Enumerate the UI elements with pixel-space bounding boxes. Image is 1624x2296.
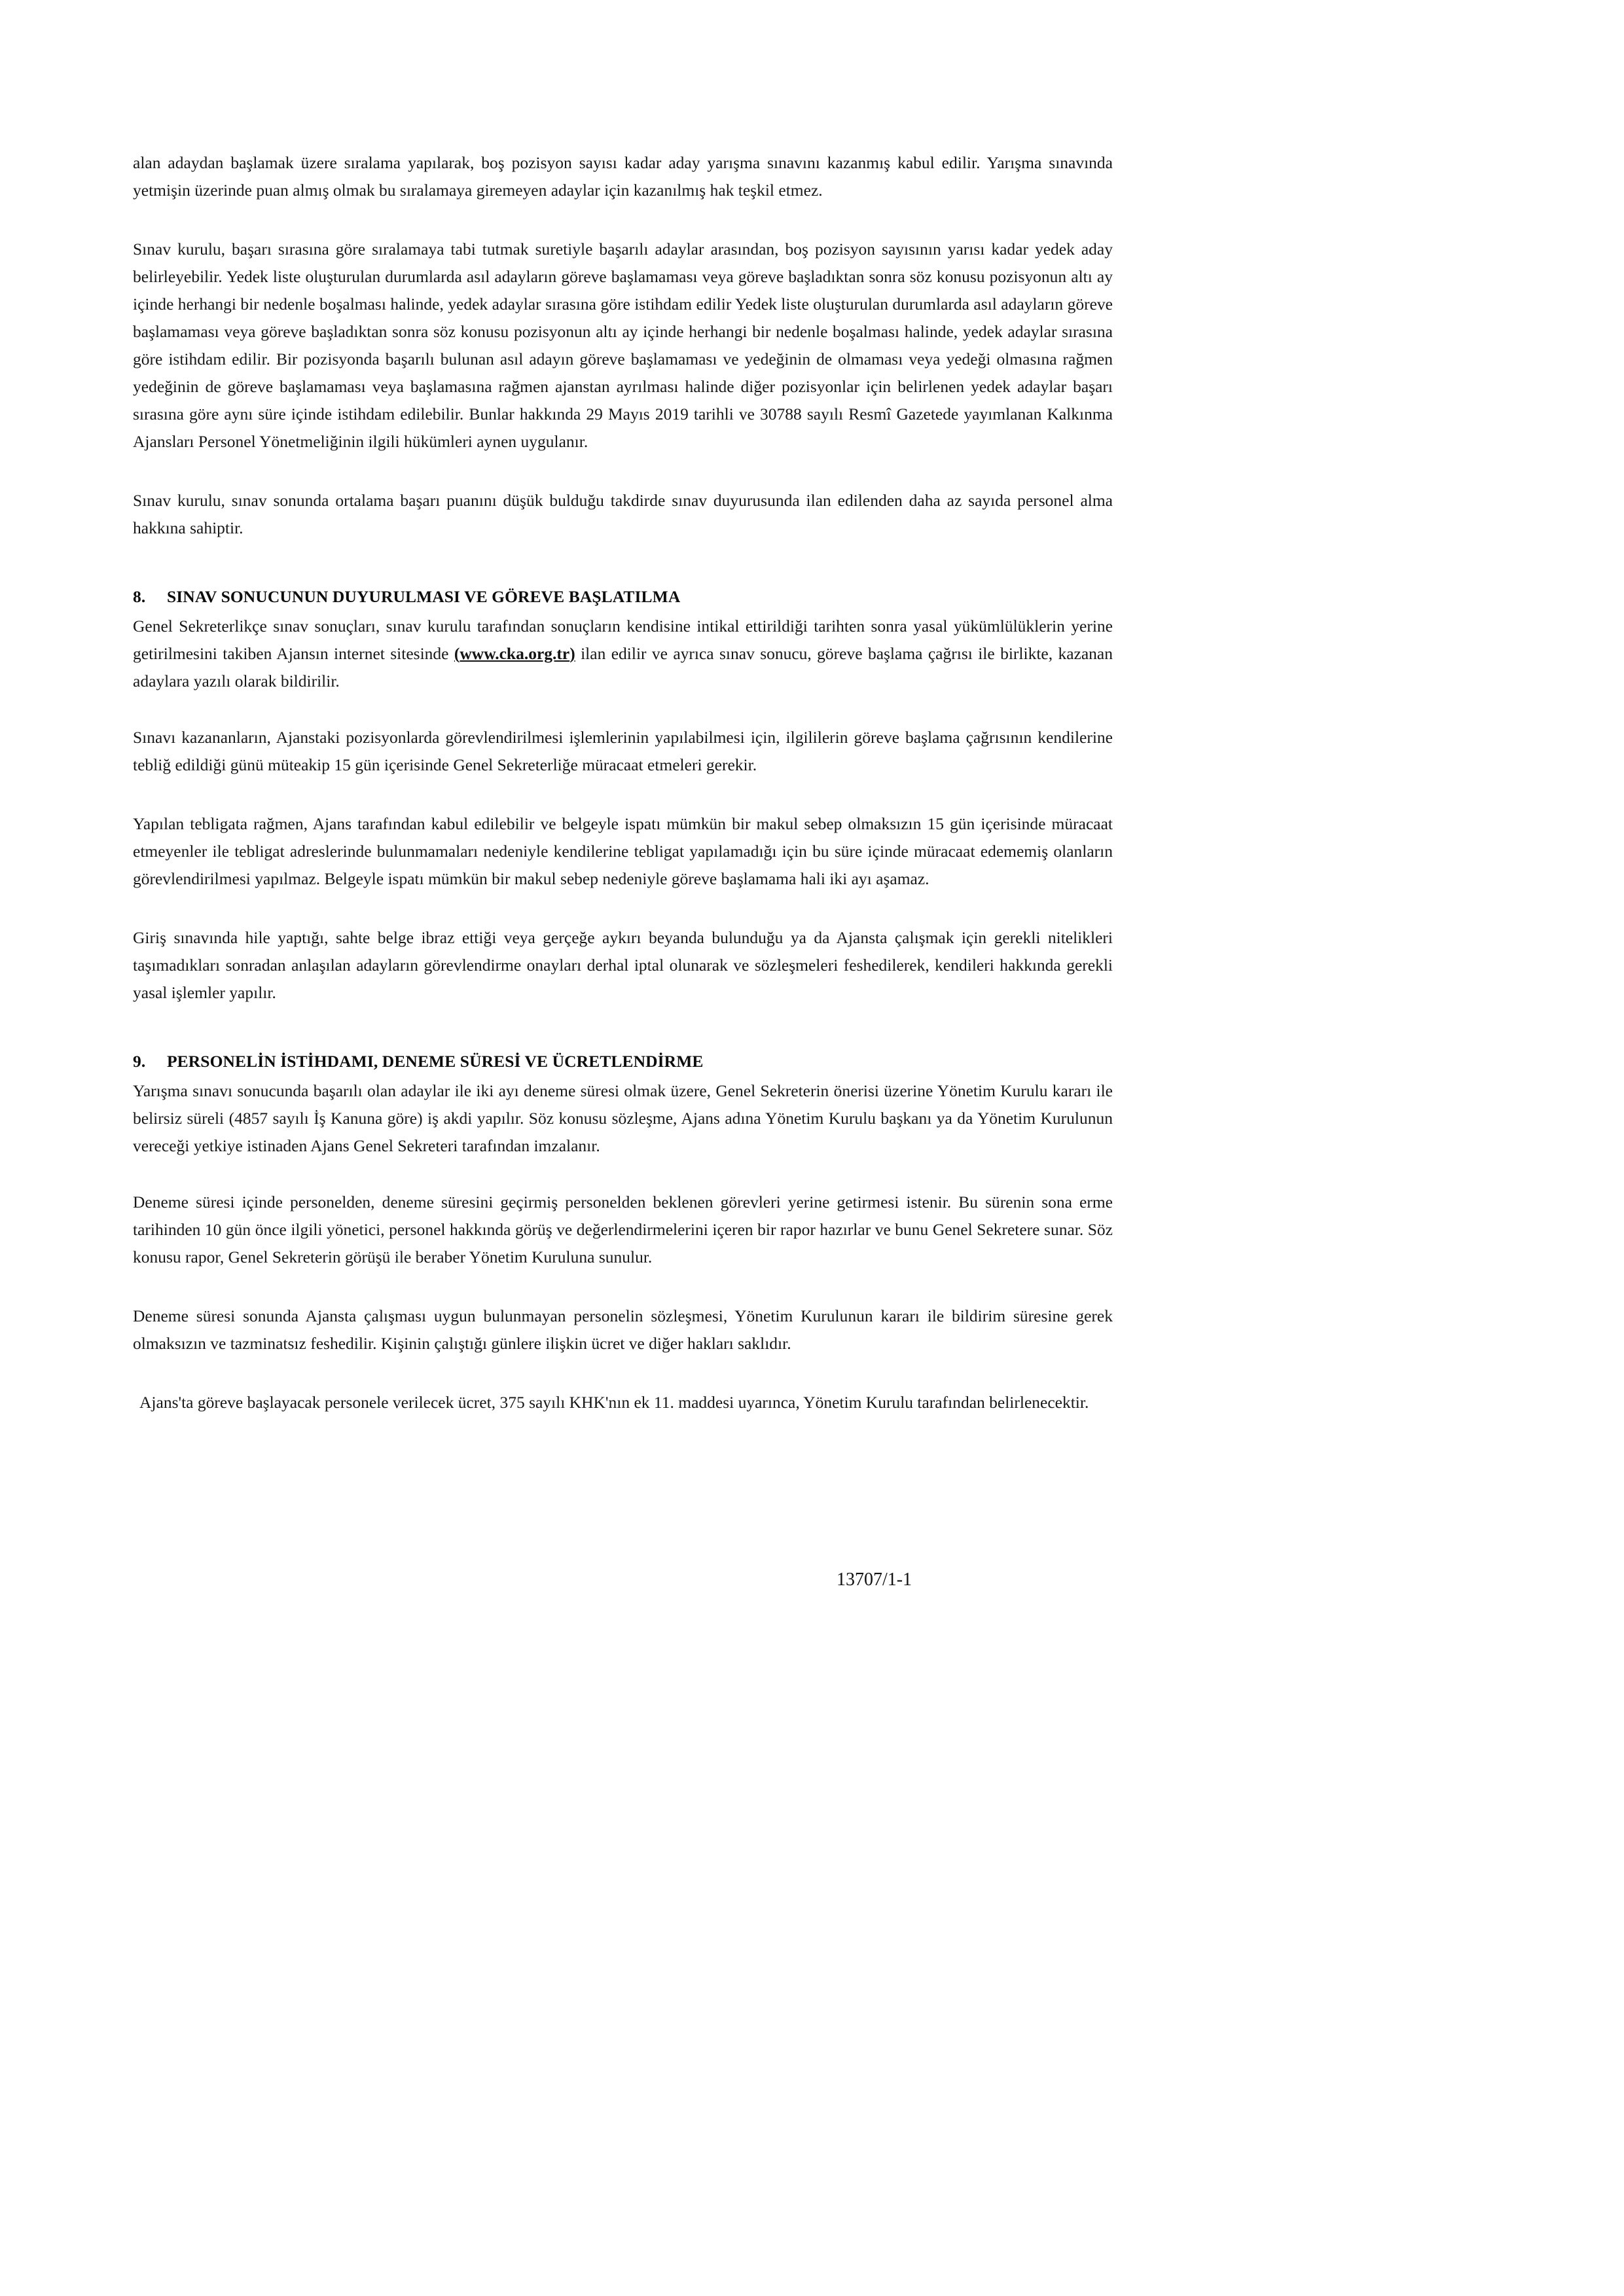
- paragraph-spacer: [133, 475, 1113, 487]
- section-spacer: [133, 1026, 1113, 1049]
- paragraph-employment-contract: Yarışma sınavı sonucunda başarılı olan adaylar ile iki ayı deneme süresi olmak üzere, Genel Sekreterin önerisi üzerine Yönetim Kurulu kararı ile belirsiz süreli (4857 sayılı İş Kanuna göre) iş akdi yapılır. Söz konusu sözleşme, Ajans adına Yönetim Kurulu başkanı ya da Yönetim Kurulunun vereceği yetkiye istinaden Ajans Genel Sekreteri tarafından imzalanır.: [133, 1081, 1113, 1155]
- paragraph-salary-determination: Ajans'ta göreve başlayacak personele verilecek ücret, 375 sayılı KHK'nın ek 11. maddesi uyarınca, Yönetim Kurulu tarafından belirlenecektir.: [139, 1393, 1089, 1412]
- paragraph-results-text-after: ilan edilir ve ayrıca sınav sonucu, göreve başlama çağrısı ile birlikte, kazanan adaylara yazılı olarak bildirilir.: [133, 644, 1113, 691]
- paragraph-spacer: [133, 712, 1113, 724]
- document-content-column: [133, 149, 1113, 1416]
- section-heading-8: [133, 584, 1113, 610]
- paragraph-results-text-before: Genel Sekreterlikçe sınav sonuçları, sınav kurulu tarafından sonuçların kendisine intikal ettirildiği tarihten sonra yasal yükümlülüklerin yerine getirilmesini takiben Ajansın internet sitesinde: [133, 617, 1113, 663]
- gazette-footer-code: [0, 1567, 1624, 1593]
- paragraph-spacer: [133, 1377, 1113, 1389]
- paragraph-failure-to-apply: Yapılan tebligata rağmen, Ajans tarafından kabul edilebilir ve belgeyle ispatı mümkün bir makul sebep olmaksızın 15 gün içerisinde müracaat etmeyenler ile tebligat adreslerinde bulunmamaları nedeniyle kendilerine tebligat yapılamadığı için bu süre içinde müracaat edememiş olanların görevlendirilmesi yapılmaz. Belgeyle ispatı mümkün bir makul sebep nedeniyle göreve başlamama hali iki ayı aşamaz.: [133, 814, 1113, 888]
- link-paren-close: ): [569, 644, 575, 663]
- link-paren-open: (: [454, 644, 460, 663]
- section-heading-8-title: SINAV SONUCUNUN DUYURULMASI VE GÖREVE BAŞLATILMA: [167, 587, 681, 606]
- link-url-text: www.cka.org.tr: [460, 644, 570, 663]
- paragraph-exam-board-discretion: Sınav kurulu, sınav sonunda ortalama başarı puanını düşük bulduğu takdirde sınav duyurusunda ilan edilenden daha az sayıda personel alma hakkına sahiptir.: [133, 491, 1113, 537]
- gazette-footer-code-text: 13707/1-1: [836, 1570, 912, 1590]
- section-heading-9: [133, 1049, 1113, 1075]
- paragraph-probation-termination: Deneme süresi sonunda Ajansta çalışması uygun bulunmayan personelin sözleşmesi, Yönetim Kurulunun kararı ile bildirim süresine gerek olmaksızın ve tazminatsız feshedilir. Kişinin çalıştığı günlere ilişkin ücret ve diğer hakları saklıdır.: [133, 1306, 1113, 1353]
- paragraph-spacer: [133, 912, 1113, 924]
- paragraph-fraud-consequences: Giriş sınavında hile yaptığı, sahte belge ibraz ettiği veya gerçeğe aykırı beyanda bulunduğu ya da Ajansta çalışmak için gerekli nitelikleri taşımadıkları sonradan anlaşılan adayların görevlendirme onayları derhal iptal olunarak ve sözleşmeleri feshedilerek, kendileri hakkında gerekli yasal işlemler yapılır.: [133, 928, 1113, 1002]
- agency-website-link[interactable]: [454, 644, 575, 663]
- section-heading-8-number: 8.: [133, 587, 146, 606]
- section-heading-9-title: PERSONELİN İSTİHDAMI, DENEME SÜRESİ VE ÜCRETLENDİRME: [167, 1052, 704, 1071]
- paragraph-results-announcement: [133, 613, 1113, 695]
- paragraph-spacer: [133, 798, 1113, 810]
- paragraph-continuation: alan adaydan başlamak üzere sıralama yapılarak, boş pozisyon sayısı kadar aday yarışma sınavını kazanmış kabul edilir. Yarışma sınavında yetmişin üzerinde puan almış olmak bu sıralamaya giremeyen adaylar için kazanılmış hak teşkil etmez.: [133, 153, 1113, 200]
- paragraph-reserve-candidates: Sınav kurulu, başarı sırasına göre sıralamaya tabi tutmak suretiyle başarılı adaylar arasından, boş pozisyon sayısının yarısı kadar yedek aday belirleyebilir. Yedek liste oluşturulan durumlarda asıl adayların göreve başlamaması veya göreve başladıktan sonra söz konusu pozisyonun altı ay içinde herhangi bir nedenle boşalması halinde, yedek adaylar sırasına göre istihdam edilir Yedek liste oluşturulan durumlarda asıl adayların göreve başlamaması veya göreve başladıktan sonra söz konusu pozisyonun altı ay içinde herhangi bir nedenle boşalması halinde, yedek adaylar sırasına göre istihdam edilir. Bir pozisyonda başarılı bulunan asıl adayın göreve başlamaması ve yedeğinin de olmaması veya yedeği olmasına rağmen yedeğinin de göreve başlamaması veya başlamasına rağmen ajanstan ayrılması halinde diğer pozisyonlar için belirlenen yedek adaylar başarı sırasına göre aynı süre içinde istihdam edilebilir. Bunlar hakkında 29 Mayıs 2019 tarihli ve 30788 sayılı Resmî Gazetede yayımlanan Kalkınma Ajansları Personel Yönetmeliğinin ilgili hükümleri aynen uygulanır.: [133, 240, 1113, 451]
- paragraph-assignment-application: Sınavı kazananların, Ajanstaki pozisyonlarda görevlendirilmesi işlemlerinin yapılabilmesi için, ilgililerin göreve başlama çağrısının kendilerine tebliğ edildiği günü müteakip 15 gün içerisinde Genel Sekreterliğe müracaat etmeleri gerekir.: [133, 728, 1113, 774]
- section-heading-9-number: 9.: [133, 1052, 146, 1071]
- paragraph-spacer: [133, 1291, 1113, 1302]
- paragraph-spacer: [133, 1177, 1113, 1189]
- paragraph-spacer: [133, 224, 1113, 236]
- paragraph-probation-report: Deneme süresi içinde personelden, deneme süresini geçirmiş personelden beklenen görevleri yerine getirmesi istenir. Bu sürenin sona erme tarihinden 10 gün önce ilgili yönetici, personel hakkında görüş ve değerlendirmelerini içeren bir rapor hazırlar ve bunu Genel Sekretere sunar. Söz konusu rapor, Genel Sekreterin görüşü ile beraber Yönetim Kuruluna sunulur.: [133, 1193, 1113, 1266]
- section-spacer: [133, 562, 1113, 584]
